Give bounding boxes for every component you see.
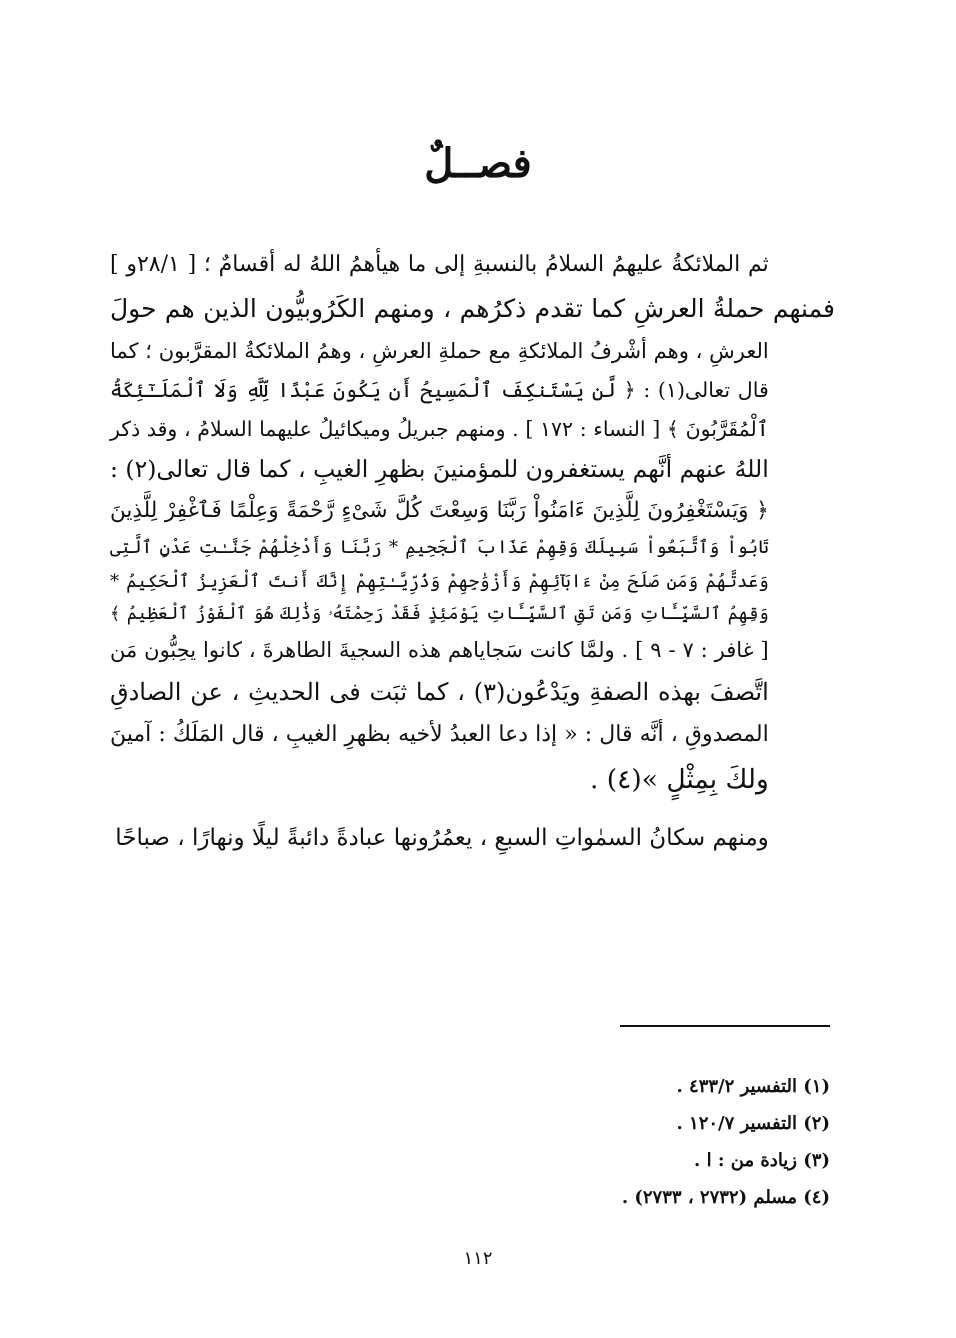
chapter-title: فصــلٌ — [424, 140, 532, 187]
body-text — [110, 245, 835, 872]
text-line: ٱلْمُقَرَّبُونَ ﴾ [ النساء : ١٧٢ ] . ومنهم جبريلُ وميكائيلُ عليهما السلامُ ، وقد ذكر — [110, 416, 769, 441]
text-line: قال تعالى(١) : ﴿ لَّن يَسْتَنكِفَ ٱلْمَسِيحُ أَن يَكُونَ عَبْدًا لِّلَّهِ وَلَا ٱلْمَلَـٰٓئِكَةُ — [110, 378, 769, 403]
footnote-4: (٤) مسلم (٢٧٣٢ ، ٢٧٣٣) . — [621, 1187, 830, 1208]
text-line: اللهُ عنهم أنَّهم يستغفرون للمؤمنينَ بظهرِ الغيبِ ، كما قال تعالى(٢) : — [110, 454, 769, 483]
page-number: ١١٢ — [463, 1248, 493, 1269]
text-line: اتَّصفَ بهذه الصفةِ ويَدْعُون(٣) ، كما ثبَت فى الحديثِ ، عن الصادقِ — [110, 677, 769, 706]
footnote-1: (١) التفسير ٤٣٣/٢ . — [676, 1076, 830, 1097]
quran-verse-line: وَعَدتَّهُمْ وَمَن صَلَحَ مِنْ ءَابَآئِهِمْ وَأَزْوَٰجِهِمْ وَذُرِّيَّـٰتِهِمْ إِنَّكَ أَنتَ ٱلْعَزِيزُ ٱلْحَكِيمُ * — [110, 570, 769, 592]
text-line: ومنهم سكانُ السمٰواتِ السبعِ ، يعمُرُونها عبادةً دائبةً ليلًا ونهارًا ، صباحًا — [115, 824, 769, 851]
footnote-2: (٢) التفسير ١٢٠/٧ . — [676, 1113, 830, 1134]
footnote-3: (٣) زيادة من : ا . — [694, 1150, 830, 1171]
quran-verse-line: ﴿ وَيَسْتَغْفِرُونَ لِلَّذِينَ ءَامَنُواْ رَبَّنَا وَسِعْتَ كُلَّ شَىْءٍ رَّحْمَةً وَعِلْمًا فَٱغْفِرْ لِلَّذِينَ — [110, 498, 769, 524]
text-line: فمنهم حملةُ العرشِ كما تقدم ذكرُهم ، ومنهم الكَرُوبيُّون الذين هم حولَ — [110, 293, 835, 323]
text-line: العرشِ ، وهم أشْرفُ الملائكةِ مع حملةِ العرشِ ، وهمُ الملائكةُ المقرَّبون ؛ كما — [110, 339, 769, 364]
paragraph-2 — [110, 817, 835, 860]
quran-verse-line: وَقِهِمُ ٱلسَّيِّـَٔاتِ وَمَن تَقِ ٱلسَّيِّـَٔاتِ يَوْمَئِذٍ فَقَدْ رَحِمْتَهُۥ وَذَٰلِكَ هُوَ ٱلْفَوْزُ ٱلْعَظِيمُ ﴾ — [110, 604, 769, 625]
footnotes — [420, 1068, 830, 1216]
footnote-separator — [620, 1025, 830, 1027]
text-line: ثم الملائكةُ عليهمُ السلامُ بالنسبةِ إلى ما هيأهمُ اللهُ له أقسامٌ ؛ [ ٢٨/١و ] — [110, 252, 769, 277]
text-line: ولكَ بِمِثْلٍ »(٤) . — [589, 764, 769, 796]
quran-verse-line: تَابُواْ وَٱتَّبَعُواْ سَبِيلَكَ وَقِهِمْ عَذَابَ ٱلْجَحِيمِ * رَبَّنَا وَأَدْخِلْهُمْ جَنَّـٰتِ عَدْنٍ ٱلَّتِى — [110, 537, 769, 559]
text-line: [ غافر : ٧ - ٩ ] . ولمَّا كانت سَجاياهم هذه السجيةَ الطاهرةَ ، كانوا يحِبُّون مَن — [110, 637, 769, 662]
text-line: المصدوقِ ، أنَّه قال : « إذا دعا العبدُ لأخيه بظهرِ الغيبِ ، قال المَلَكُ : آمينَ — [110, 721, 769, 747]
paragraph-1 — [110, 245, 835, 805]
